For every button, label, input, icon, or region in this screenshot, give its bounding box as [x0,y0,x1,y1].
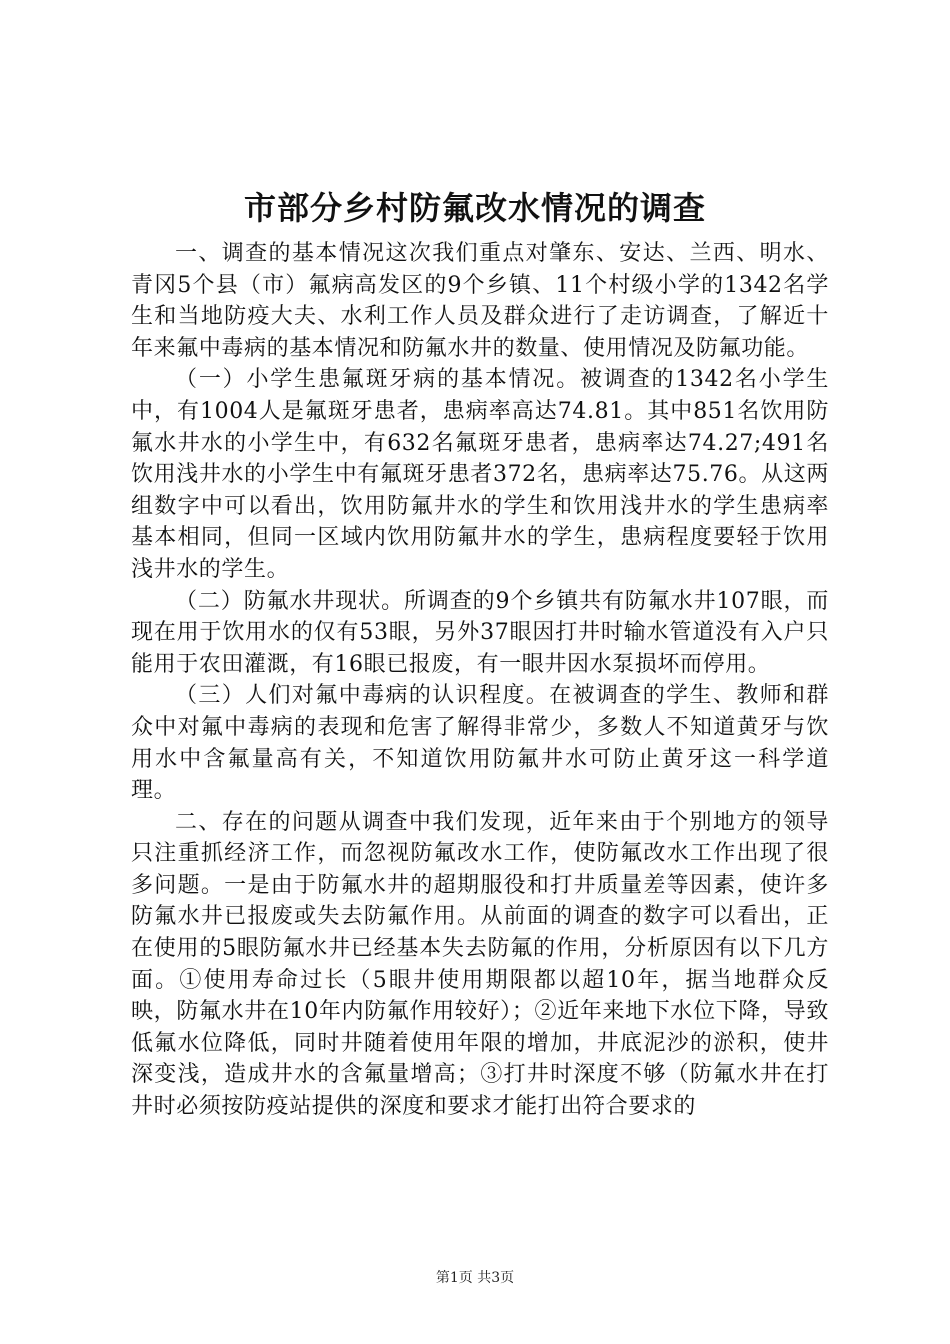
document-title: 市部分乡村防氟改水情况的调查 [243,189,706,227]
paragraph-student-fluorosis: （一）小学生患氟斑牙病的基本情况。被调查的1342名小学生中，有1004人是氟斑牙患者，患病率高达74.81。其中851名饮用防氟水井水的小学生中，有632名氟斑牙患者，患病率达74.27;491名饮用浅井水的小学生中有氟斑牙患者372名，患病率达75.76。从这两组数字中可以看出，饮用防氟井水的学生和饮用浅井水的学生患病率基本相同，但同一区域内饮用防氟井水的学生，患病程度要轻于饮用浅井水的学生。 [131,367,829,582]
paragraph-problems: 二、存在的问题从调查中我们发现，近年来由于个别地方的领导只注重抓经济工作，而忽视防氟改水工作，使防氟改水工作出现了很多问题。一是由于防氟水井的超期服役和打井质量差等因素，使许多防氟水井已报废或失去防氟作用。从前面的调查的数字可以看出，正在使用的5眼防氟水井已经基本失去防氟的作用，分析原因有以下几方面。①使用寿命过长（5眼井使用期限都以超10年，据当地群众反映，防氟水井在10年内防氟作用较好）；②近年来地下水位下降，导致低氟水位降低，同时井随着使用年限的增加，井底泥沙的淤积，使井深变浅，造成井水的含氟量增高；③打井时深度不够（防氟水井在打井时必须按防疫站提供的深度和要求才能打出符合要求的 [131,809,829,1120]
page-footer: 第1页 共3页 [435,1270,515,1286]
paragraph-well-status: （二）防氟水井现状。所调查的9个乡镇共有防氟水井107眼，而现在用于饮用水的仅有53眼，另外37眼因打井时输水管道没有入户只能用于农田灌溉，有16眼已报废，有一眼井因水泵损坏而停用。 [131,588,829,677]
paragraph-survey-overview: 一、调查的基本情况这次我们重点对肇东、安达、兰西、明水、青冈5个县（市）氟病高发区的9个乡镇、11个村级小学的1342名学生和当地防疫大夫、水利工作人员及群众进行了走访调查，了解近十年来氟中毒病的基本情况和防氟水井的数量、使用情况及防氟功能。 [131,241,829,361]
paragraph-awareness: （三）人们对氟中毒病的认识程度。在被调查的学生、教师和群众中对氟中毒病的表现和危害了解得非常少，多数人不知道黄牙与饮用水中含氟量高有关，不知道饮用防氟井水可防止黄牙这一科学道理。 [131,683,829,804]
document-body [131,238,829,1123]
